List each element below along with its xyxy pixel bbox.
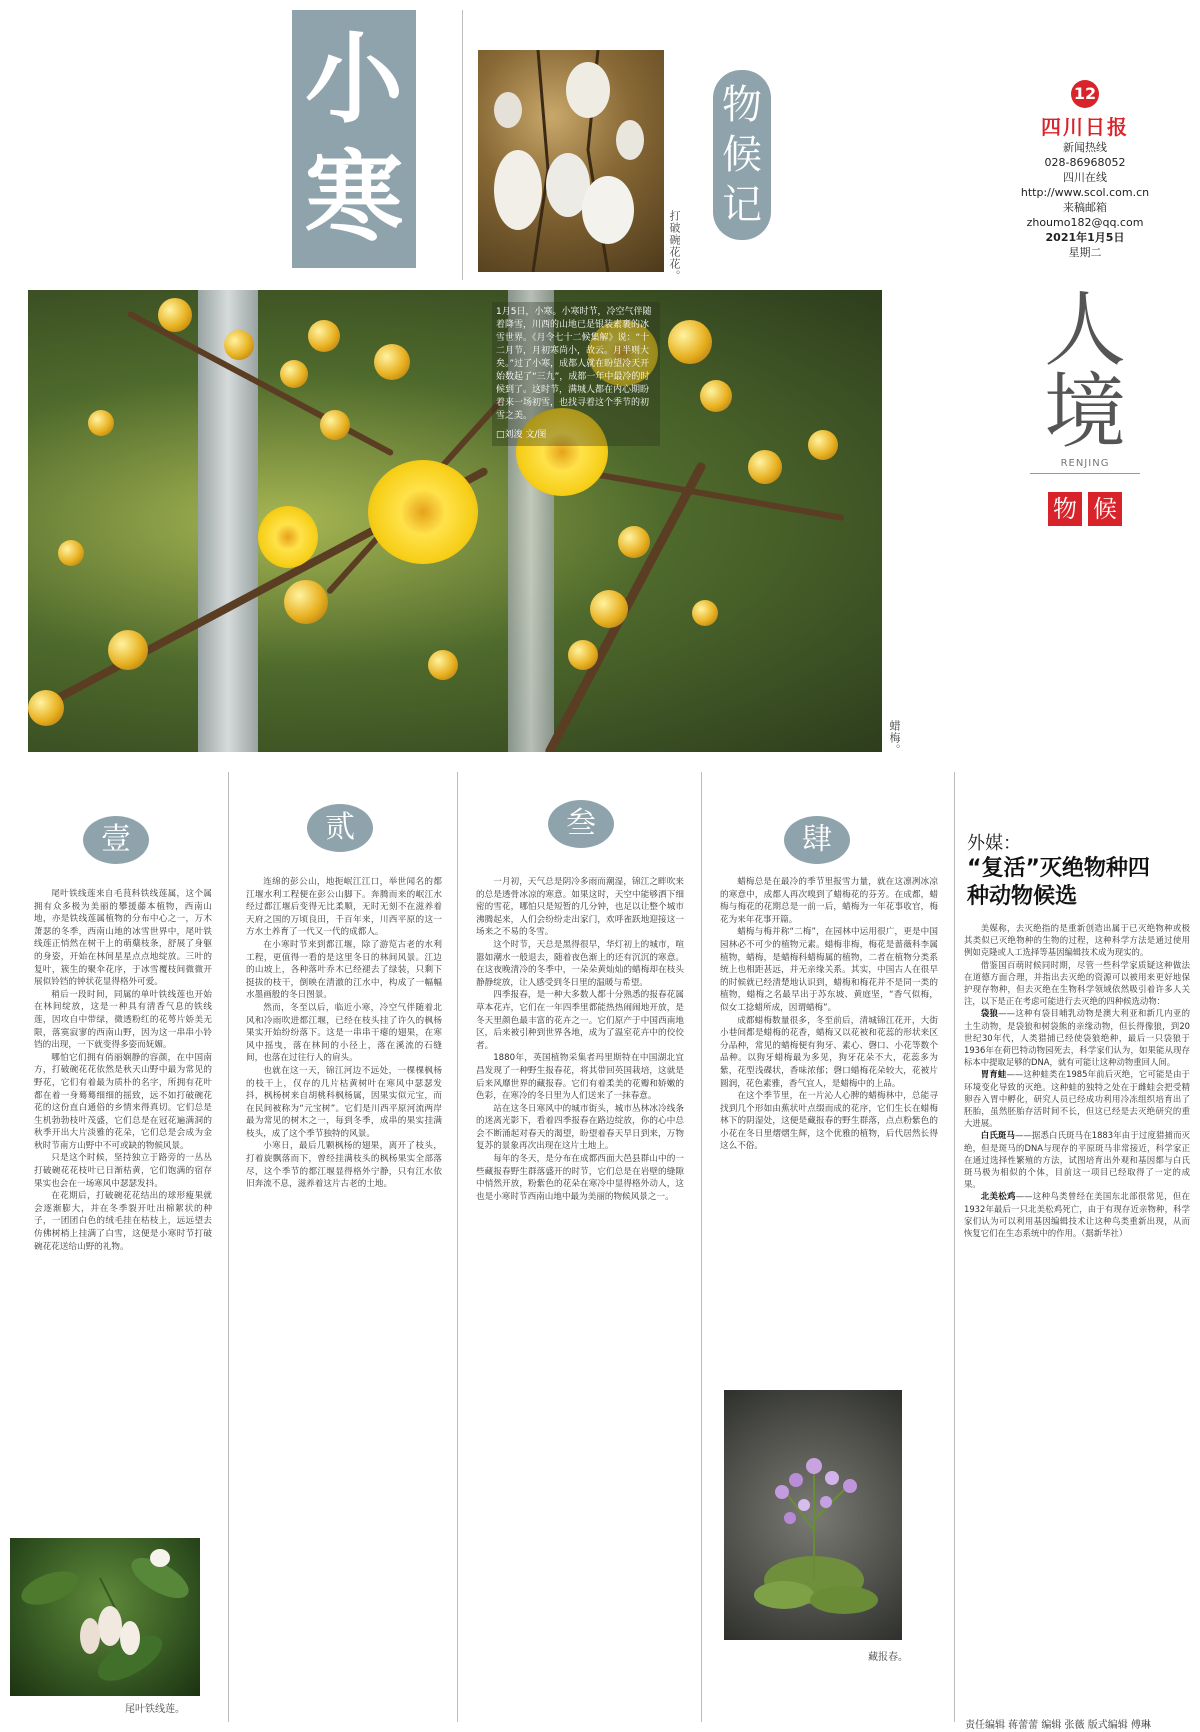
article-column-3 xyxy=(476,876,684,1704)
flower-bud xyxy=(280,360,308,388)
branch xyxy=(127,310,395,456)
article-column-2 xyxy=(246,876,442,1722)
list-item xyxy=(964,1068,1190,1129)
column-brand xyxy=(1010,283,1160,526)
photo-caption: 尾叶铁线莲。 xyxy=(125,1704,185,1715)
paragraph: 在花期后，打破碗花花结出的球形瘦果就会逐渐膨大，并在冬季裂开吐出棉絮状的种子，一团团白色的绒毛挂在枯枝上，远远望去仿佛树梢上挂满了白雪，这便是小寒时节打破碗花花送给山野的礼物。 xyxy=(34,1191,212,1252)
flower-bud xyxy=(700,380,732,412)
issue-weekday: 星期二 xyxy=(1068,246,1102,259)
photo-clematis xyxy=(10,1538,200,1696)
article-column-1 xyxy=(34,888,212,1500)
species-name: 袋狼 xyxy=(980,1008,999,1019)
section-marker-4: 肆 xyxy=(784,816,850,864)
paragraph: 小寒日，最后几颗枫杨的翅果，离开了枝头，打着旋飘落而下，曾经挂满枝头的枫杨果实全部落尽，这个季节的都江堰显得格外宁静，只有江水依旧奔流不息，滋养着这片古老的土地。 xyxy=(246,1141,442,1190)
intro-text: 1月5日，小寒。小寒时节，冷空气伴随着降雪，川西的山地已是银装素裹的冰雪世界。《月令七十二候集解》说：“十二月节，月初寒尚小，故云。月半则大矣。”过了小寒，成都人就在盼望冷天开始数起了“三九”，成都一年中最冷的时候到了。这时节，满城人都在内心期盼着来一场初雪，也找寻着这个季节的初雪之美。 xyxy=(496,307,652,421)
email-link[interactable]: zhoumo182@qq.com xyxy=(1026,216,1144,229)
species-name: 白氏斑马 xyxy=(980,1130,1015,1141)
paragraph: 也就在这一天，锦江河边不远处，一棵棵枫杨的枝干上，仅存的几片枯黄树叶在寒风中瑟瑟发抖，枫杨树来自胡桃科枫杨属，因果实似元宝，而在民间被称为“元宝树”。它们是川西平原河流两岸最为常见的树木之一，每到冬季，成串的果实挂满枝头，成了这个季节独特的风景。 xyxy=(246,1065,442,1139)
mail-label: 来稿邮箱 xyxy=(1063,201,1107,214)
flower-bud xyxy=(668,320,712,364)
flower-bud xyxy=(590,590,628,628)
masthead xyxy=(1000,80,1170,260)
branch xyxy=(587,470,844,521)
section-marker-2: 贰 xyxy=(307,804,373,852)
column-divider xyxy=(701,772,702,1722)
divider xyxy=(1030,473,1140,474)
paragraph: 稍后一段时间，同属的单叶铁线莲也开始在林间绽放，这是一种具有清香气息的铁线莲，因攻自中带绿，微透粉红的花萼片娇美无限，落寞寂寥的西南山野，因为这一串串小铃铛的出现，一下就变得多姿而妩媚。 xyxy=(34,989,212,1051)
wintersweet-flower xyxy=(258,506,318,568)
paragraph: 连绵的彭公山，地扼岷江江口，举世闻名的都江堰水利工程便在彭公山脚下。奔腾而来的岷江水经过都江堰后变得无比柔顺，无时无刻不在滋养着天府之国的万顷良田，千百年来，川西平原的这一方水土养育了一代又一代的成都人。 xyxy=(246,877,442,938)
article-title: “复活”灭绝物种四种动物候选 xyxy=(967,856,1150,909)
column-divider xyxy=(228,772,229,1722)
paragraph: 美媒称，去灭绝指的是重新创造出属于已灭绝物种或极其类似已灭绝物种的生物的过程，这种科学方法是通过使用例如克隆或人工选择等基因编辑技术成为现实的。 xyxy=(964,923,1190,958)
online-label: 四川在线 xyxy=(1063,171,1107,184)
flower-bud xyxy=(284,580,328,624)
title-char: 寒 xyxy=(304,140,403,255)
seal-stamp: 物 xyxy=(1048,492,1082,526)
primula-illustration xyxy=(724,1390,902,1640)
flower-bud xyxy=(108,630,148,670)
editor-credits: 责任编辑 蒋蕾蕾 编辑 张薇 版式编辑 傅琳 xyxy=(965,1720,1151,1731)
species-text: ——据悉白氏斑马在1883年由于过度猎捕而灭绝，但是斑马的DNA与现存的平原斑马非常接近，科学家正在通过选择性繁殖的方法，试图培育出外观和基因都与白氏斑马极为相似的个体，目前这一项目已经取得了一定的成果。 xyxy=(964,1130,1190,1190)
species-text: ——这种有袋目哺乳动物是澳大利亚和新几内亚的土生动物，是袋狼和树袋熊的亲缘动物，但长得像狼，到20世纪30年代，人类猎捕已经使袋狼绝种，最后一只袋狼于1936年在荷巴特动物园死去，科学家们认为，如果能从现存标本中提取足够的DNA，就有可能让这种动物重回人间。 xyxy=(964,1008,1190,1068)
flower-bud xyxy=(320,410,350,440)
photo-caption: 蜡梅。 xyxy=(888,720,901,756)
tree-trunk xyxy=(198,290,258,752)
column-pinyin: RENJING xyxy=(1060,458,1110,469)
flower-bud xyxy=(618,526,650,558)
page-number: 12 xyxy=(1071,80,1099,108)
species-text: ——这种蛙类在1985年前后灭绝，它可能是由于环境变化导致的灭绝。这种蛙的独特之处在于雌蛙会把受精卵吞入胃中孵化，研究人员已经成功利用冷冻组织培育出了胚胎，虽然胚胎存活时间不长，但这已经是去灭绝研究的重大进展。 xyxy=(964,1069,1190,1129)
flower-bud xyxy=(568,640,598,670)
wintersweet-flower xyxy=(368,460,478,564)
photo-caption: 藏报春。 xyxy=(868,1652,908,1663)
flower-bud xyxy=(158,298,192,332)
paragraph: 一月初，天气总是阴冷多雨而潮湿，锦江之畔吹来的总是透骨冰凉的寒意。如果这时，天空中能够洒下细密的雪花，哪怕只是短暂的几分钟，也足以让整个城市沸腾起来，人们会纷纷走出家门，欢呼雀跃地迎接这一场来之不易的冬雪。 xyxy=(476,877,684,938)
hero-intro xyxy=(492,302,660,446)
flower-bud xyxy=(808,430,838,460)
list-item xyxy=(964,1007,1190,1068)
article-kicker: 外媒： xyxy=(967,833,1021,854)
paragraph: 在小寒时节来到都江堰，除了游览古老的水利工程，更值得一看的是这里冬日的林间风景。江边的山坡上，各种落叶乔木已经褪去了绿装，只剩下挺拔的枝干，倒映在清澈的江水中，构成了一幅幅水墨画般的冬日图景。 xyxy=(246,939,442,1001)
paragraph: 站在这冬日寒风中的城市街头，城市丛林冰冷线条的迷离光影下，看着四季报春在路边绽放，你的心中总会不断涌起对春天的渴望，盼望着春天早日到来，万物复苏的景象再次出现在这片土地上。 xyxy=(476,1103,684,1152)
paragraph: 蜡梅总是在最冷的季节里报雪力量，就在这凛冽冰凉的寒意中，成都人再次嗅到了蜡梅花的芬芳。在成都，蜡梅与梅花的花期总是一前一后，蜡梅为一年花事收官，梅花为来年花事开篇。 xyxy=(720,877,938,925)
photo-caption: 打破碗花花。 xyxy=(668,210,681,282)
column-divider xyxy=(457,772,458,1722)
issue-date: 2021年1月5日 xyxy=(1045,231,1125,244)
flower-bud xyxy=(88,410,114,436)
section-marker-1: 壹 xyxy=(83,816,149,864)
species-name: 胃育蛙 xyxy=(980,1069,1007,1080)
section-label-char: 候 xyxy=(722,132,762,178)
clematis-illustration xyxy=(10,1538,200,1696)
section-label-char: 物 xyxy=(722,82,762,128)
flower-bud xyxy=(374,344,410,380)
byline: □刘浚 文/图 xyxy=(496,430,547,440)
paragraph: 四季报春，是一种大多数人都十分熟悉的报春花属草本花卉，它们在一年四季里都能热热闹闹地开放，是冬天里颜色最丰富的花卉之一。它们原产于中国西南地区，后来被引种到世界各地，成为了温室花卉中的佼佼者。 xyxy=(476,990,684,1051)
paragraph: 尾叶铁线莲来自毛茛科铁线莲属，这个属拥有众多极为美丽的攀援藤本植物，西南山地，亦是铁线莲属植物的分布中心之一，万木萧瑟的冬季，西南山地的冰雪世界中，尾叶铁线莲正悄然在树干上的萌蘖枝条，舒展了身躯的身姿，开始在林间星星点点地绽放。三叶的复叶，簇生的聚伞花序，于冰雪覆枝间微微开展似铃铛的钟状花显得格外可爱。 xyxy=(34,889,212,988)
paragraph: 只是这个时候，坚持独立于路旁的一丛丛打破碗花花枝叶已日渐枯黄，它们饱满的宿存果实也会在一场寒风中瑟瑟发抖。 xyxy=(34,1153,212,1189)
paragraph: 哪怕它们拥有俏丽娴静的容颜，在中国南方，打破碗花花依然是秋天山野中最为常见的野花，它们有着最为质朴的名字，所拥有花叶都在着一身蓦蓦细细的摇致，远不如打破碗花花的这份直白通俗的乡情来得真切。它们总是生机勃勃枝叶茂盛，它们总是在冠花遍满洞的秋季开出大片淡雅的花朵，它们总是会成为金秋时节南方山野中不可或缺的物候风景。 xyxy=(34,1052,212,1151)
species-name: 北美松鸡 xyxy=(980,1191,1016,1202)
flower-bud xyxy=(308,320,340,352)
paragraph: 成都蜡梅数量很多，冬至前后，清城锦江花开，大街小巷间都是蜡梅的花香，蜡梅又以花被和花蕊的形状来区分品种，常见的蜡梅便有狗牙、素心、磬口、小花等数个品种。以狗牙蜡梅最为多见，狗牙花朵不大，花蕊多为紫，花型浅碟状，香味浓郁；磬口蜡梅花朵较大，花被片圆润，花色素雅，香气宜人，是蜡梅中的上品。 xyxy=(720,1015,938,1089)
list-item xyxy=(964,1129,1190,1190)
hotline-number: 028-86968052 xyxy=(1044,156,1126,169)
species-text: ——这种鸟类曾经在美国东北部很常见，但在1932年最后一只北美松鸡死亡，由于有现存近亲物种，科学家们认为可以利用基因编辑技术让这种鸟类重新出现，从而恢复它们在生态系统中的作用。（据新华社） xyxy=(964,1191,1190,1239)
article-column-4 xyxy=(720,876,938,1360)
right-article-body xyxy=(964,922,1190,1712)
flower-bud xyxy=(224,330,254,360)
divider xyxy=(462,10,463,280)
flower-bud xyxy=(748,450,782,484)
column-divider xyxy=(954,772,955,1722)
section-marker-3: 叁 xyxy=(548,800,614,848)
paragraph: 这个时节，天总是黑得很早，华灯初上的城市，喧嚣如潮水一般退去，随着夜色渐上的还有沉沉的寒意。在这夜晚清冷的冬季中，一朵朵黄灿灿的蜡梅却在枝头静静绽放，让人感受到冬日里的温暖与希望。 xyxy=(476,939,684,988)
paragraph: 借鉴国百萌时候同时期，尽管一些科学家质疑这种做法在道德方面合理，并指出去灭绝的资源可以被用来更好地保护现存物种，但去灭绝在生物科学领域依然吸引着许多人关注，以下是正在考虑可能进行去灭绝的四种候选动物： xyxy=(964,959,1190,1007)
page-title xyxy=(292,10,416,268)
list-item xyxy=(964,1190,1190,1239)
photo-cotton-seed xyxy=(478,50,664,272)
flower-bud xyxy=(28,690,64,726)
paragraph: 1880年，英国植物采集者玛里斯特在中国湖北宜昌发现了一种野生报春花，将其带回英国栽培，这就是后来风靡世界的藏报春。它们有着柔美的花瓣和娇嫩的色彩，在寒冷的冬日里为人们送来了一抹春意。 xyxy=(476,1053,684,1102)
title-char: 小 xyxy=(304,22,403,137)
paragraph: 每年的冬天，是分布在成都西面大邑县群山中的一些藏报春野生群落盛开的时节，它们总是在岩壁的缝隙中悄然开放，粉紫色的花朵在寒冷中显得格外动人，这也是小寒时节西南山地中最为美丽的物候风景之一。 xyxy=(476,1154,684,1202)
flower-bud xyxy=(692,600,718,626)
seal-stamp: 候 xyxy=(1088,492,1122,526)
cotton-illustration xyxy=(478,50,664,272)
hero-photo-wintersweet xyxy=(28,290,882,752)
paragraph: 蜡梅与梅并称“二梅”，在园林中运用很广，更是中国园林必不可少的植物元素。蜡梅非梅，梅花是蔷薇科李属植物，蜡梅，是蜡梅科蜡梅属的植物，二者在植物分类系统上也相距甚远，并无亲缘关系。其实，中国古人在很早的时候就已经清楚地认识到，蜡梅和梅花并不是同一类的植物，蜡梅之名最早出于苏东坡、黄庭坚，“香气似梅，似女工捻蜡所成，因谓蜡梅”。 xyxy=(720,927,938,1013)
photo-primula xyxy=(724,1390,902,1640)
flower-bud xyxy=(58,540,84,566)
section-label-char: 记 xyxy=(722,182,762,228)
section-label xyxy=(713,70,771,240)
paragraph: 在这个季节里，在一片沁人心脾的蜡梅林中，总能寻找到几个形如由蕉状叶点缀而成的花序，它们生长在蜡梅林下的阴湿处，这便是藏报春的野生群落，点点粉紫色的小花在冬日里熠熠生辉，这个优雅的植物，后代居然长得这么不俗。 xyxy=(720,1091,938,1152)
website-link[interactable]: http://www.scol.com.cn xyxy=(1020,186,1150,199)
flower-bud xyxy=(428,650,458,680)
newspaper-logo: 四川日报 xyxy=(1041,115,1129,139)
paragraph: 然而，冬至以后，临近小寒，冷空气伴随着北风和冷雨吹进都江堰，已经在枝头挂了许久的枫杨果实开始纷纷落下。这是一串串干瘪的翅果，在寒风中摇曳，落在林间的小径上，落在溪流的石缝间，也落在过往行人的肩头。 xyxy=(246,1002,442,1064)
calligraphy-title: 人境 xyxy=(1043,283,1126,460)
hotline-label: 新闻热线 xyxy=(1063,141,1107,154)
